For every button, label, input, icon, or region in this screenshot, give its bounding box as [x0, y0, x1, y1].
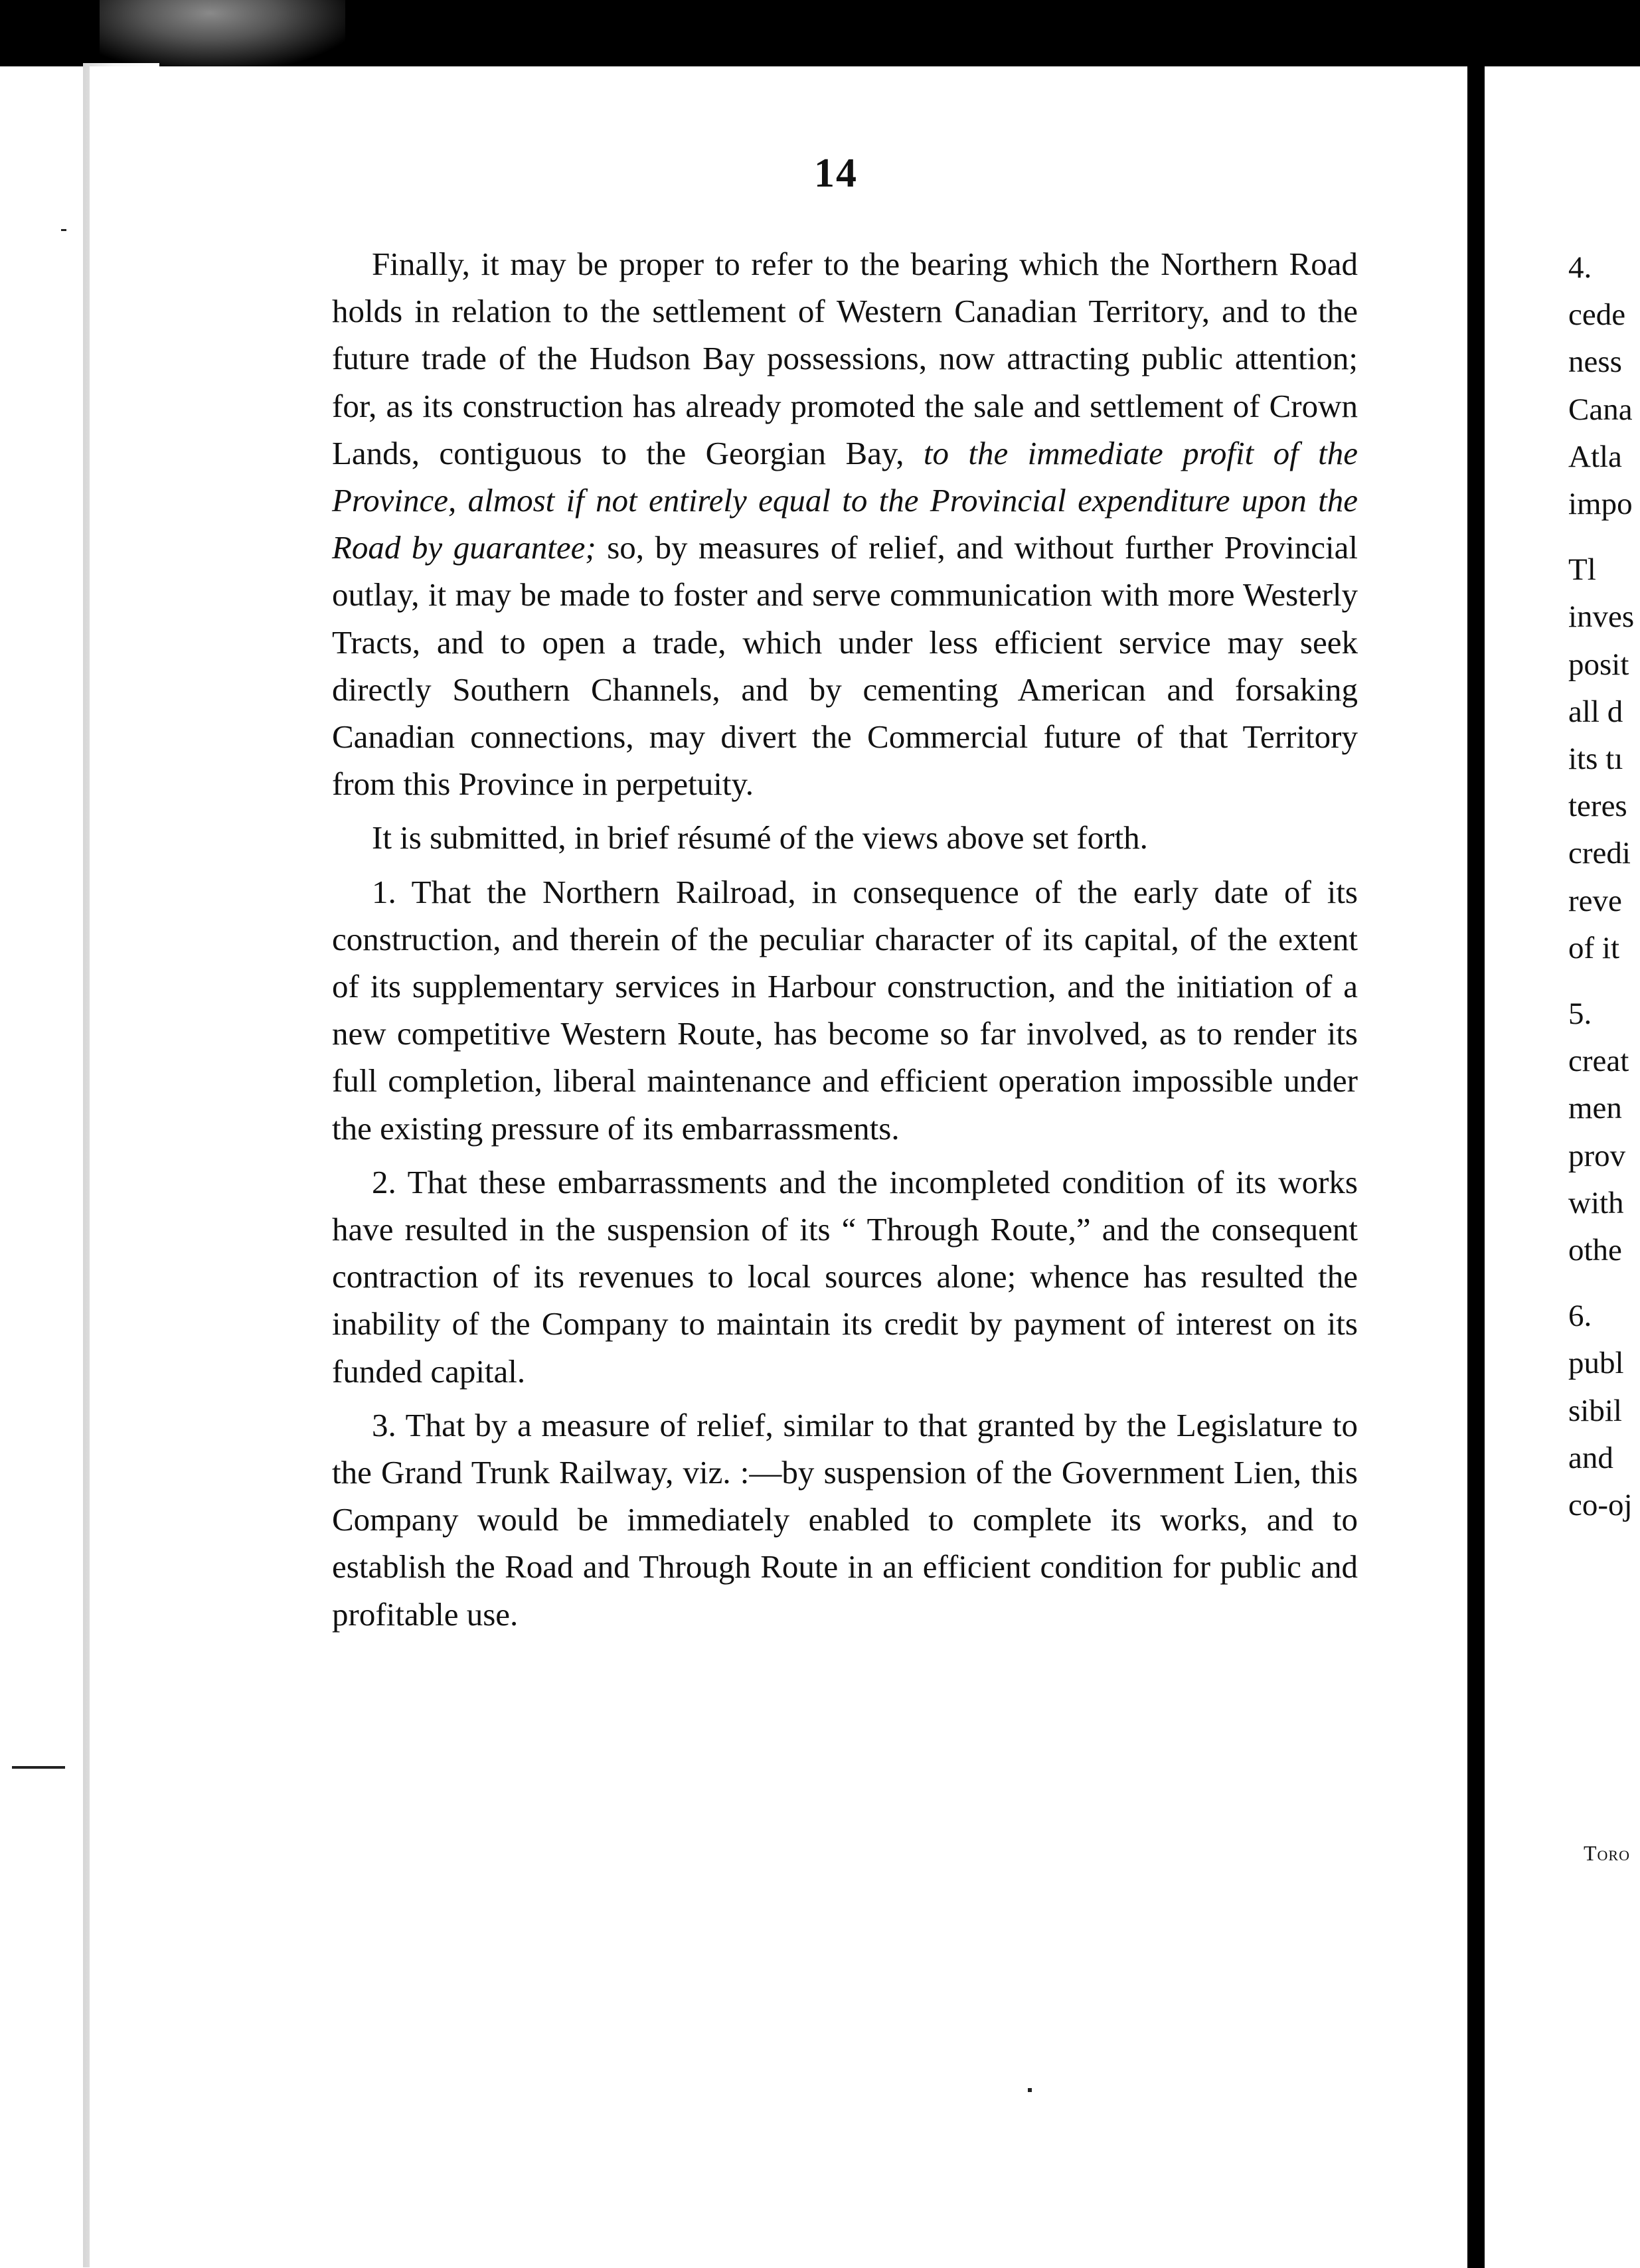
paragraph-finally: [332, 240, 1358, 807]
facing-line: cede: [1568, 297, 1626, 333]
italic-segment: to the immediate profit of the Province, almost if not entirely equal to the Provincial expenditure upon the Road by guarantee;: [332, 434, 1358, 566]
facing-line: othe: [1568, 1233, 1622, 1268]
text-segment: It is submitted, in brief résumé of the views above set forth.: [372, 819, 1148, 856]
scan-speck: [61, 229, 66, 231]
facing-line: inves: [1568, 600, 1635, 635]
facing-line: Atla: [1568, 439, 1622, 474]
facing-line: Cana: [1568, 392, 1633, 427]
facing-line: 6.: [1568, 1299, 1592, 1334]
paragraph-point-2: [332, 1159, 1358, 1395]
page-gutter: [1467, 0, 1485, 2268]
body-text: [332, 240, 1358, 1645]
facing-line: all d: [1568, 694, 1623, 729]
facing-line: teres: [1568, 789, 1627, 824]
facing-line: impo: [1568, 487, 1633, 522]
paragraph-point-1: [332, 868, 1358, 1152]
facing-line: ness: [1568, 345, 1622, 380]
scan-speck: [1028, 2088, 1032, 2092]
facing-line: co-oj: [1568, 1488, 1633, 1523]
facing-line: and: [1568, 1440, 1613, 1475]
facing-line: reve: [1568, 883, 1622, 918]
paragraph-resume: [332, 814, 1358, 861]
facing-line: credi: [1568, 836, 1631, 871]
page-number: 14: [814, 151, 858, 196]
text-segment: Finally, it may be proper to refer to the bearing which the Northern Road holds in relation to the settlement of Western Canadian Territory, and to the future trade of the Hudson Bay possessions, now attracting public attention; for, as its construction has already promoted the sale and settlement of Crown Lands, contiguous to the Georgian Bay,: [332, 246, 1358, 471]
facing-line: with: [1568, 1185, 1624, 1220]
facing-line: men: [1568, 1091, 1622, 1126]
facing-line: its tı: [1568, 742, 1623, 777]
facing-line: creat: [1568, 1044, 1629, 1079]
facing-line: publ: [1568, 1346, 1624, 1381]
scan-speck: [12, 1766, 65, 1769]
facing-line: posit: [1568, 647, 1629, 682]
text-segment: so, by measures of relief, and without further Provincial outlay, it may be made to foster and serve communication with more Westerly Tracts, and to open a trade, which under less efficient service may seek directly Southern Channels, and by cementing American and forsaking Canadian connections, may divert the Commercial future of that Territory from this Province in perpetuity.: [332, 529, 1358, 803]
facing-page-text: [1568, 244, 1634, 1529]
scan-left-margin: [0, 0, 93, 2268]
facing-page-imprint: Toro: [1584, 1841, 1630, 1865]
text-segment: 1. That the Northern Railroad, in consequence of the early date of its construction, and therein of the peculiar character of its capital, of the extent of its supplementary services in Harbour construction, and the initiation of a new competitive Western Route, has become so far involved, as to render its full completion, liberal maintenance and efficient operation impossible under the existing pressure of its embarrassments.: [332, 873, 1358, 1147]
facing-line: sibil: [1568, 1393, 1622, 1428]
facing-line: of it: [1568, 930, 1620, 965]
text-segment: 2. That these embarrassments and the incompleted condition of its works have resulted in the suspension of its “ Through Route,” and the consequent contraction of its revenues to local sources alone; whence has resulted the inability of the Company to maintain its credit by payment of interest on its funded capital.: [332, 1163, 1358, 1390]
facing-line: prov: [1568, 1138, 1626, 1173]
paragraph-point-3: [332, 1402, 1358, 1638]
facing-line: 4.: [1568, 250, 1592, 285]
scan-smudge: [100, 0, 345, 66]
facing-line: 5.: [1568, 997, 1592, 1032]
facing-line: Tl: [1568, 552, 1596, 588]
text-segment: 3. That by a measure of relief, similar to that granted by the Legislature to the Grand Trunk Railway, viz. :—by suspension of the Government Lien, this Company would be immediately enabled to complete its works, and to establish the Road and Through Route in an efficient condition for public and profitable use.: [332, 1406, 1358, 1633]
